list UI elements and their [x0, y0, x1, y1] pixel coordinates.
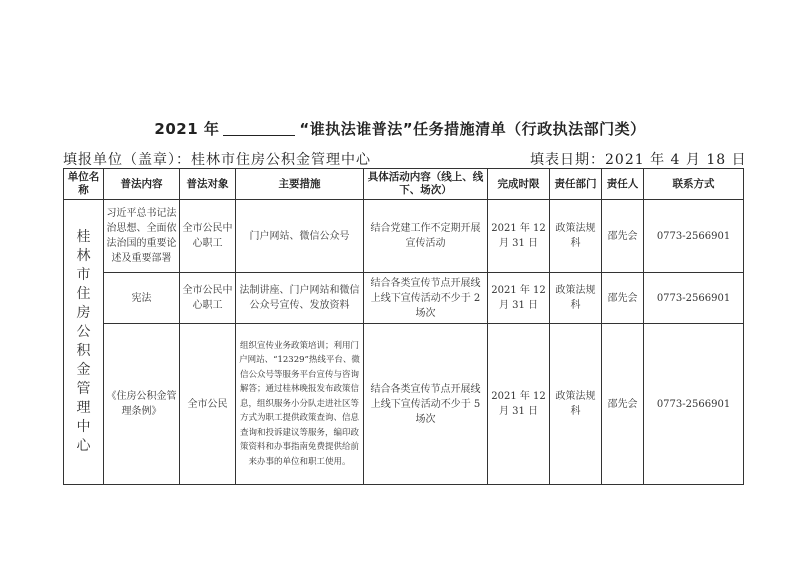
measures-cell: 法制讲座、门户网站和微信公众号宣传、发放资料 — [236, 273, 364, 324]
header-activity: 具体活动内容（线上、线下、场次） — [364, 169, 488, 200]
target-cell: 全市公民 — [180, 324, 236, 485]
measures-cell: 组织宣传业务政策培训；利用门户网站、“12329”热线平台、微信公众号等服务平台宣传与咨询解答；通过桂林晚报发布政策信息，组织服务小分队走进社区等方式为职工提供政策查询、信息查询和投诉建议等服务，编印政策资料和办事指南免费提供给前来办事的单位和职工使用。 — [236, 324, 364, 485]
unit-name-cell: 桂林市住房公积金管理中心 — [64, 200, 104, 485]
contact-cell: 0773-2566901 — [644, 324, 744, 485]
person-cell: 邵先会 — [602, 200, 644, 273]
header-contact: 联系方式 — [644, 169, 744, 200]
deadline-cell: 2021 年 12 月 31 日 — [488, 273, 550, 324]
content-cell: 习近平总书记法治思想、全面依法治国的重要论述及重要部署 — [104, 200, 180, 273]
header-content: 普法内容 — [104, 169, 180, 200]
dept-cell: 政策法规科 — [550, 200, 602, 273]
target-cell: 全市公民中心职工 — [180, 273, 236, 324]
title-blank-line — [223, 121, 295, 136]
header-deadline: 完成时限 — [488, 169, 550, 200]
measures-cell: 门户网站、微信公众号 — [236, 200, 364, 273]
fill-date: 填表日期：2021 年 4 月 18 日 — [530, 152, 747, 168]
header-row — [64, 169, 744, 200]
deadline-cell: 2021 年 12 月 31 日 — [488, 324, 550, 485]
deadline-cell: 2021 年 12 月 31 日 — [488, 200, 550, 273]
table-row — [64, 200, 744, 273]
task-table — [63, 168, 744, 485]
header-unit: 单位名称 — [64, 169, 104, 200]
header-person: 责任人 — [602, 169, 644, 200]
table-row — [64, 273, 744, 324]
content-cell: 宪法 — [104, 273, 180, 324]
content-cell: 《住房公积金管理条例》 — [104, 324, 180, 485]
title-suffix: “谁执法谁普法”任务措施清单（行政执法部门类） — [299, 120, 646, 138]
document-title — [0, 118, 800, 139]
activity-cell: 结合各类宣传节点开展线上线下宣传活动不少于 5 场次 — [364, 324, 488, 485]
header-target: 普法对象 — [180, 169, 236, 200]
target-cell: 全市公民中心职工 — [180, 200, 236, 273]
title-prefix: 2021 年 — [154, 120, 220, 138]
dept-cell: 政策法规科 — [550, 273, 602, 324]
header-dept: 责任部门 — [550, 169, 602, 200]
contact-cell: 0773-2566901 — [644, 200, 744, 273]
person-cell: 邵先会 — [602, 324, 644, 485]
person-cell: 邵先会 — [602, 273, 644, 324]
table-row — [64, 324, 744, 485]
activity-cell: 结合党建工作不定期开展宣传活动 — [364, 200, 488, 273]
filler-unit: 填报单位（盖章）：桂林市住房公积金管理中心 — [63, 152, 371, 168]
contact-cell: 0773-2566901 — [644, 273, 744, 324]
header-measures: 主要措施 — [236, 169, 364, 200]
dept-cell: 政策法规科 — [550, 324, 602, 485]
activity-cell: 结合各类宣传节点开展线上线下宣传活动不少于 2 场次 — [364, 273, 488, 324]
